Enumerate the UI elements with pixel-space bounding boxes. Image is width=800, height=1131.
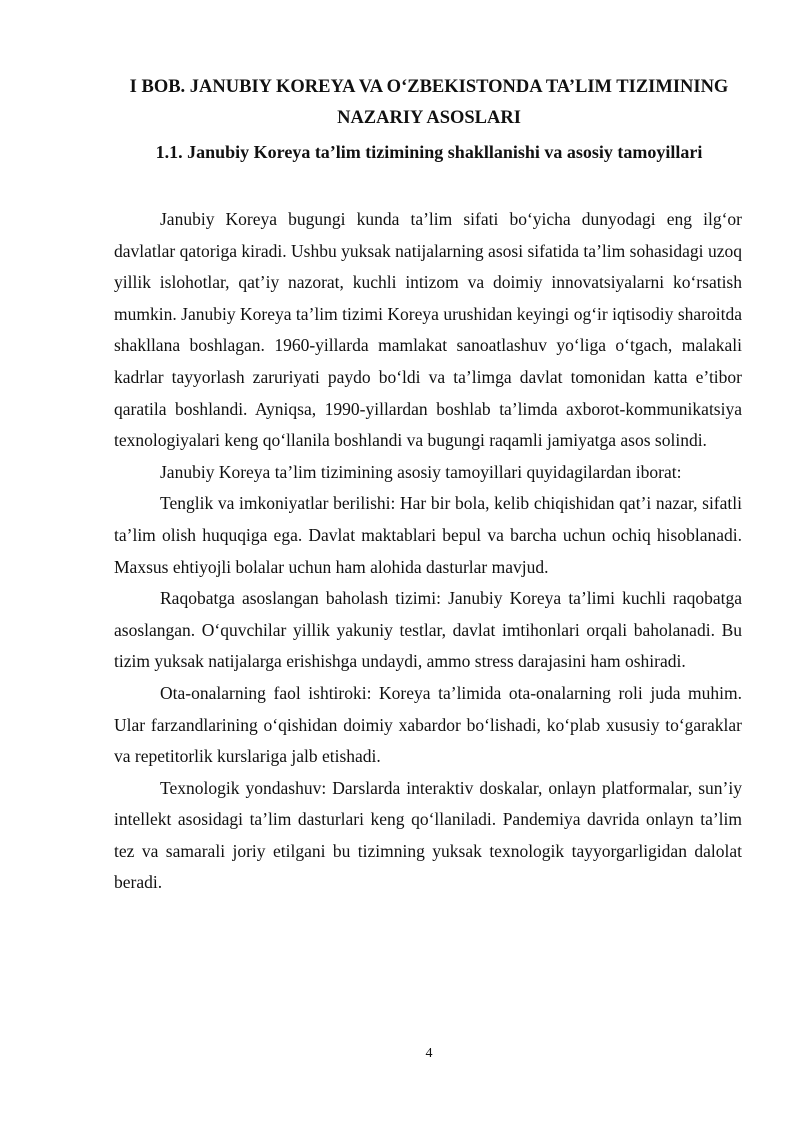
chapter-title: I BOB. JANUBIY KOREYA VA O‘ZBEKISTONDA TA’LIM TIZIMINING NAZARIY ASOSLARI <box>129 77 729 128</box>
paragraph-competition: Raqobatga asoslangan baholash tizimi: Janubiy Koreya ta’limi kuchli raqobatga asoslangan. O‘quvchilar yillik yakuniy testlar, davlat imtihonlari orqali baholanadi. Bu tizim yuksak natijalarga erishishga undaydi, ammo stress darajasini ham oshiradi. <box>114 588 742 672</box>
section-title: 1.1. Janubiy Koreya ta’lim tizimining shakllanishi va asosiy tamoyillari <box>155 142 703 162</box>
paragraph-equality: Tenglik va imkoniyatlar berilishi: Har bir bola, kelib chiqishidan qat’i nazar, sifatli ta’lim olish huquqiga ega. Davlat maktablari bepul va barcha uchun ochiq hisoblanadi. Maxsus ehtiyojli bolalar uchun ham alohida dasturlar mavjud. <box>114 493 742 577</box>
paragraph-parents: Ota-onalarning faol ishtiroki: Koreya ta’limida ota-onalarning roli juda muhim. Ular farzandlarining o‘qishidan doimiy xabardor bo‘lishadi, ko‘plab xususiy to‘garaklar va repetitorlik kurslariga jalb etishadi. <box>114 682 742 767</box>
body-text <box>114 204 742 899</box>
page-number: 4 <box>425 1046 433 1061</box>
paragraph-technology: Texnologik yondashuv: Darslarda interaktiv doskalar, onlayn platformalar, sun’iy intellekt asosidagi ta’lim dasturlari keng qo‘llaniladi. Pandemiya davrida onlayn ta’lim tez va samarali joriy etilgani bu tizimning yuksak texnologik tayyorgarligidan dalolat beradi. <box>114 777 742 893</box>
paragraph-intro: Janubiy Koreya bugungi kunda ta’lim sifati bo‘yicha dunyodagi eng ilg‘or davlatlar qatoriga kiradi. Ushbu yuksak natijalarning asosi sifatida ta’lim sohasidagi uzoq yillik islohotlar, qat’iy nazorat, kuchli intizom va doimiy innovatsiyalarni ko‘rsatish mumkin. Janubiy Koreya ta’lim tizimi Koreya urushidan keyingi og‘ir iqtisodiy sharoitda shakllana boshlagan. 1960-yillarda mamlakat sanoatlashuv yo‘liga o‘tgach, malakali kadrlar tayyorlash zaruriyati paydo bo‘ldi va ta’limga davlat tomonidan katta e’tibor qaratila boshlandi. Ayniqsa, 1990-yillardan boshlab ta’limda axborot-kommunikatsiya texnologiyalari keng qo‘llanila boshlandi va bugungi raqamli jamiyatga asos solindi. <box>114 209 742 451</box>
paragraph-principles-lead: Janubiy Koreya ta’lim tizimining asosiy tamoyillari quyidagilardan iborat: <box>160 461 682 482</box>
